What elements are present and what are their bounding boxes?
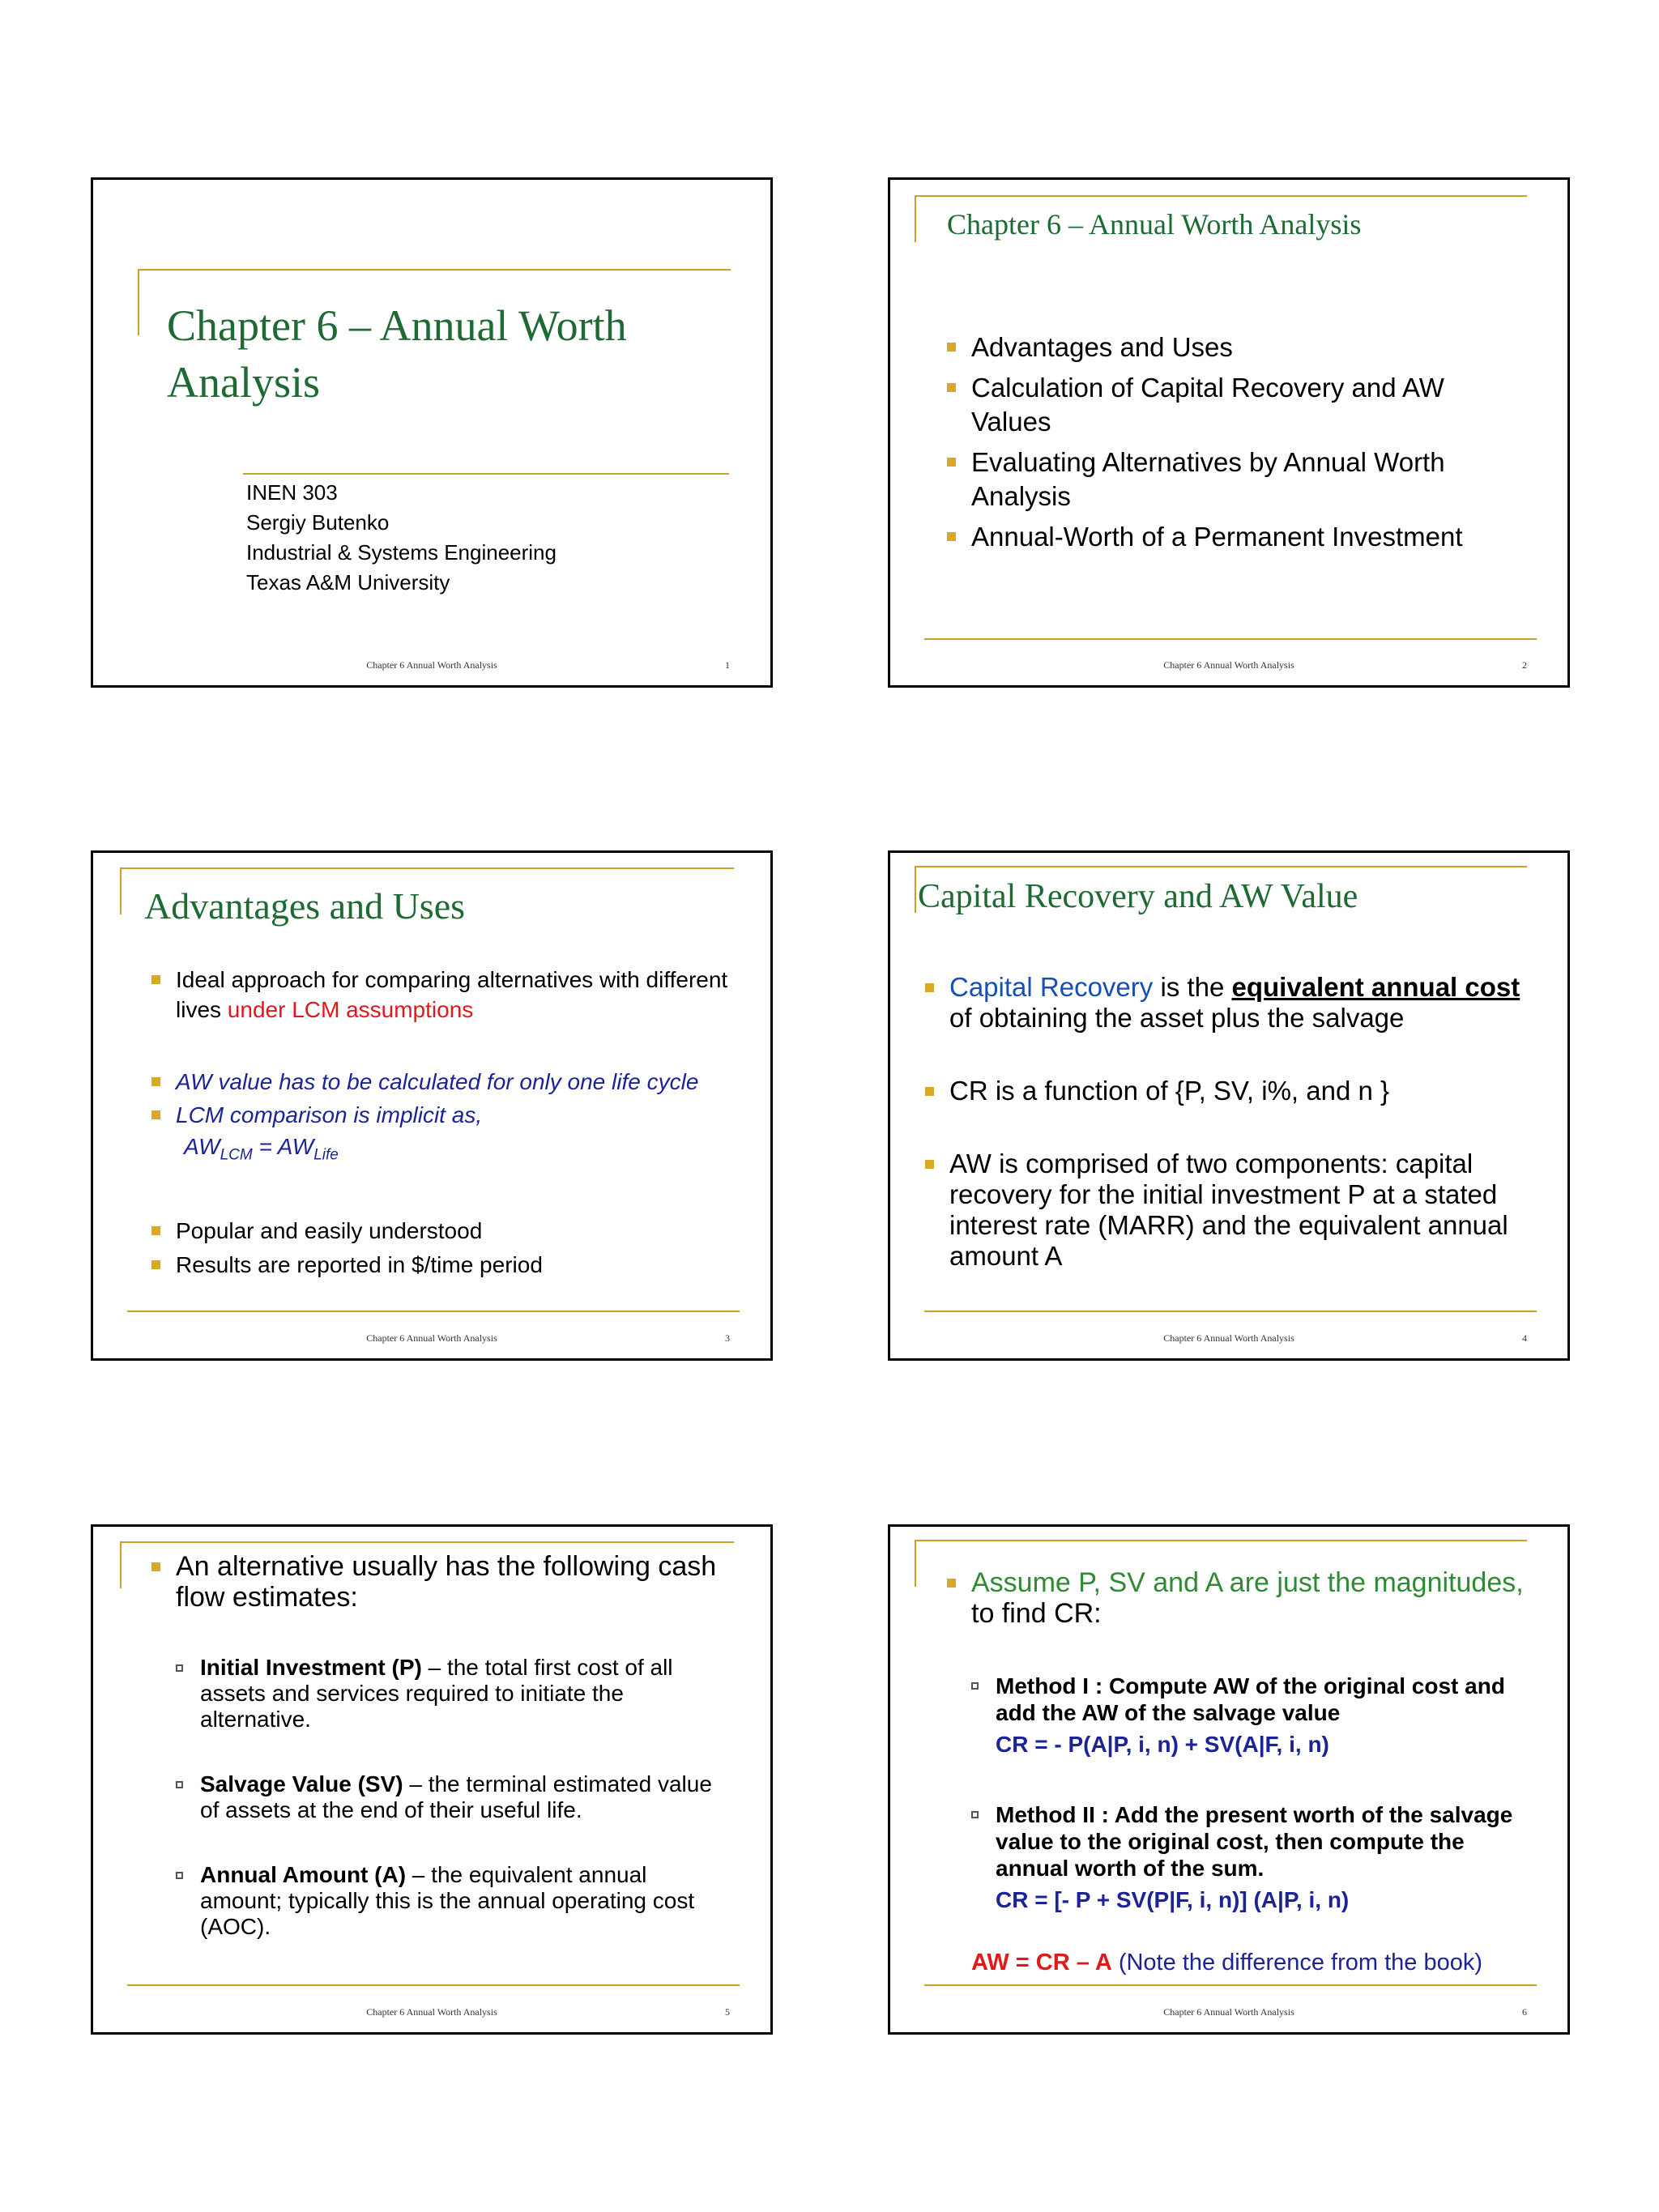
title-rule: [138, 269, 731, 271]
title-rule: [915, 195, 1527, 197]
footer-rule: [127, 1311, 740, 1312]
bullet-icon: [151, 1077, 160, 1086]
footer-rule: [924, 1984, 1537, 1986]
title-rule-vertical: [915, 195, 916, 242]
list-item: LCM comparison is implicit as,: [151, 1100, 735, 1130]
aw-equation: AW = CR – A (Note the difference from the book): [971, 1950, 1483, 1975]
formula: CR = - P(A|P, i, n) + SV(A|F, i, n): [996, 1732, 1329, 1757]
list-item: Salvage Value (SV) – the terminal estimated value of assets at the end of their useful life.: [176, 1771, 735, 1823]
department: Industrial & Systems Engineering: [246, 540, 557, 565]
slide-1: [91, 177, 773, 688]
list-item: AW is comprised of two components: capital recovery for the initial investment P at a stated interest rate (MARR) and the equivalent annual amount A: [925, 1149, 1549, 1272]
title-rule-vertical: [138, 269, 139, 335]
title-rule: [915, 866, 1527, 867]
bullet-icon: [925, 983, 934, 992]
list-item: Calculation of Capital Recovery and AW Values: [947, 371, 1530, 439]
course-code: INEN 303: [246, 480, 338, 505]
list-item: Annual-Worth of a Permanent Investment: [947, 520, 1530, 554]
info-rule: [243, 473, 729, 475]
square-bullet-icon: [176, 1781, 183, 1788]
list-item: Annual Amount (A) – the equivalent annual amount; typically this is the annual operating cost (AOC).: [176, 1862, 735, 1940]
slide-6: [888, 1524, 1570, 2035]
title-rule-vertical: [915, 1540, 916, 1587]
sub-list: [176, 1655, 735, 1940]
list-item: Results are reported in $/time period: [151, 1250, 735, 1280]
list-item: AW value has to be calculated for only one life cycle: [151, 1067, 735, 1097]
page-number: 1: [725, 659, 730, 671]
footer-rule: [924, 638, 1537, 640]
square-bullet-icon: [971, 1682, 979, 1690]
bullet-icon: [947, 1579, 956, 1588]
bullet-list: [151, 965, 735, 1280]
slide-title: Advantages and Uses: [144, 885, 466, 927]
bullet-icon: [151, 1110, 160, 1119]
bullet-list: [947, 330, 1530, 554]
slide-title: Chapter 6 – Annual Worth Analysis: [167, 301, 627, 407]
formula: CR = [- P + SV(P|F, i, n)] (A|P, i, n): [996, 1887, 1350, 1912]
bullet-icon: [925, 1087, 934, 1096]
bullet-icon: [151, 1260, 160, 1269]
page-number: 4: [1522, 1332, 1527, 1344]
slide-3: [91, 850, 773, 1361]
author-info: [246, 478, 557, 598]
slide-footer: Chapter 6 Annual Worth Analysis: [1163, 659, 1294, 671]
list-item: Evaluating Alternatives by Annual Worth Analysis: [947, 445, 1530, 514]
bullet-icon: [925, 1160, 934, 1169]
page-number: 6: [1522, 2006, 1527, 2018]
slide-4: [888, 850, 1570, 1361]
bullet-icon: [151, 975, 160, 984]
list-item: Method II : Add the present worth of the salvage value to the original cost, then compute the annual worth of the sum. CR = [- P + SV(P|F, i, n)] (A|P, i, n): [971, 1801, 1538, 1913]
list-item: Capital Recovery is the equivalent annual cost of obtaining the asset plus the salvage: [925, 972, 1549, 1034]
list-item: An alternative usually has the following cash flow estimates:: [151, 1551, 751, 1613]
author-name: Sergiy Butenko: [246, 510, 390, 535]
slide-5: [91, 1524, 773, 2035]
footer-rule: [127, 1984, 740, 1986]
list-item: Popular and easily understood: [151, 1216, 735, 1246]
slide-footer: Chapter 6 Annual Worth Analysis: [366, 659, 497, 671]
title-rule-vertical: [120, 867, 122, 914]
university: Texas A&M University: [246, 570, 450, 595]
list-item: Initial Investment (P) – the total first cost of all assets and services required to initiate the alternative.: [176, 1655, 735, 1733]
list-item: Method I : Compute AW of the original cost and add the AW of the salvage value CR = - P(A|P, i, n) + SV(A|F, i, n): [971, 1673, 1538, 1758]
list-item: CR is a function of {P, SV, i%, and n }: [925, 1076, 1549, 1106]
slide-footer: Chapter 6 Annual Worth Analysis: [366, 2006, 497, 2018]
bullet-icon: [151, 1562, 160, 1571]
bullet-list: [925, 972, 1549, 1272]
list-item: Ideal approach for comparing alternatives with different lives under LCM assumptions: [151, 965, 735, 1025]
slide-title: Chapter 6 – Annual Worth Analysis: [947, 208, 1362, 241]
slide-footer: Chapter 6 Annual Worth Analysis: [1163, 1332, 1294, 1344]
title-rule: [120, 1541, 734, 1543]
bullet-list: [151, 1551, 751, 1613]
bullet-icon: [947, 343, 956, 352]
bullet-icon: [947, 383, 956, 392]
slide-2: [888, 177, 1570, 688]
square-bullet-icon: [176, 1664, 183, 1672]
list-item: Advantages and Uses: [947, 330, 1530, 364]
bullet-list: [947, 1567, 1530, 1629]
title-rule: [120, 867, 734, 869]
bullet-icon: [151, 1226, 160, 1235]
slide-footer: Chapter 6 Annual Worth Analysis: [1163, 2006, 1294, 2018]
page-number: 2: [1522, 659, 1527, 671]
equation: $AW_{LCM} = AW_{Life}$: [184, 1134, 339, 1164]
square-bullet-icon: [176, 1872, 183, 1879]
footer-rule: [924, 1311, 1537, 1312]
page-number: 5: [725, 2006, 730, 2018]
title-rule-vertical: [915, 866, 916, 913]
bullet-icon: [947, 532, 956, 541]
square-bullet-icon: [971, 1811, 979, 1818]
bullet-icon: [947, 458, 956, 467]
slide-footer: Chapter 6 Annual Worth Analysis: [366, 1332, 497, 1344]
title-rule: [915, 1540, 1527, 1541]
sub-list: [971, 1673, 1538, 1913]
page-number: 3: [725, 1332, 730, 1344]
title-rule-vertical: [120, 1541, 122, 1588]
list-item: Assume P, SV and A are just the magnitudes, to find CR:: [947, 1567, 1530, 1629]
slide-title: Capital Recovery and AW Value: [918, 878, 1358, 915]
